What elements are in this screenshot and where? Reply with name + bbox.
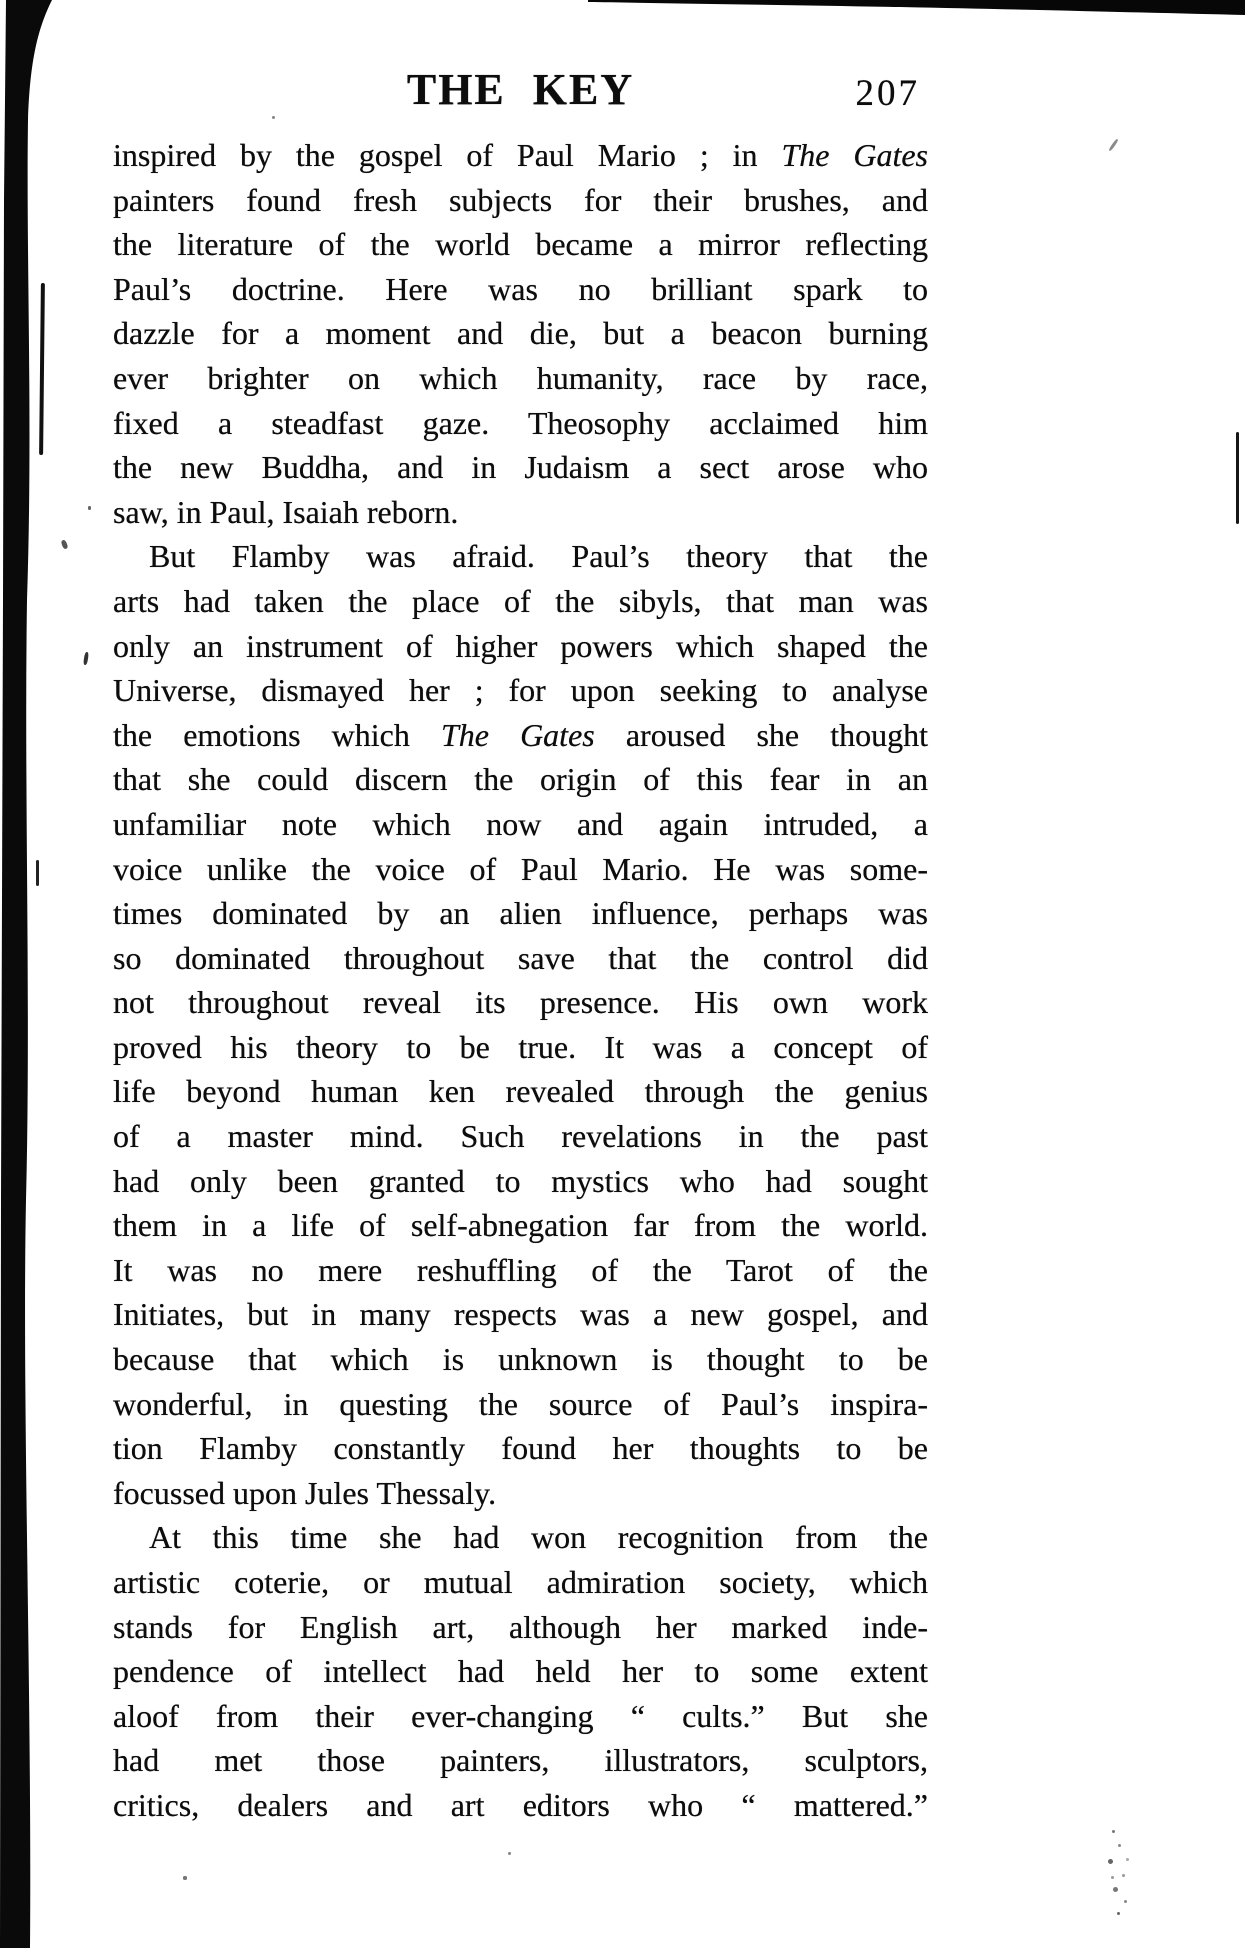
- text-segment: had only been granted to mystics who had sought: [113, 1162, 928, 1199]
- text-line: [113, 445, 928, 490]
- text-segment: times dominated by an alien influence, perhaps was: [113, 895, 928, 932]
- text-segment: aloof from their ever-changing “ cults.” But she: [113, 1697, 928, 1734]
- scan-edge-top: [0, 0, 1245, 20]
- text-line: [113, 311, 928, 356]
- text-segment: wonderful, in questing the source of Paul’s inspira-: [113, 1385, 928, 1422]
- text-line: [113, 713, 928, 758]
- scan-speck: [88, 506, 91, 510]
- text-line: [113, 624, 928, 669]
- text-line: [113, 1159, 928, 1204]
- scan-speck: [183, 1876, 187, 1880]
- page-header: [113, 64, 928, 124]
- scan-speck: [60, 539, 68, 549]
- text-block: [113, 133, 928, 1828]
- text-segment: focussed upon Jules Thessaly.: [113, 1474, 497, 1511]
- text-line: [113, 802, 928, 847]
- text-line: [113, 1025, 928, 1070]
- text-line: [113, 178, 928, 223]
- text-segment: because that which is unknown is thought to be: [113, 1341, 928, 1378]
- book-title-italic: The Gates: [440, 716, 595, 753]
- text-segment: Paul’s doctrine. Here was no brilliant spark to: [113, 270, 928, 307]
- text-segment: artistic coterie, or mutual admiration society, which: [113, 1564, 928, 1600]
- text-line: [113, 936, 928, 981]
- text-line: [113, 579, 928, 624]
- text-line: [113, 267, 928, 312]
- text-segment: dazzle for a moment and die, but a beacon burning: [113, 315, 928, 352]
- text-segment: life beyond human ken revealed through the genius: [113, 1073, 928, 1110]
- text-segment: that she could discern the origin of this fear in an: [113, 761, 928, 798]
- text-segment: them in a life of self-abnegation far from the world.: [113, 1207, 928, 1244]
- text-line: [113, 1382, 928, 1427]
- page-number: 207: [855, 73, 920, 114]
- text-line: [113, 490, 928, 535]
- running-title: THE KEY: [406, 65, 635, 114]
- scan-gutter-shadow: [0, 0, 60, 1948]
- text-segment: At this time she had won recognition from the: [149, 1519, 928, 1556]
- scan-speck: [83, 652, 89, 665]
- text-segment: the literature of the world became a mirror reflecting: [113, 226, 928, 263]
- text-segment: unfamiliar note which now and again intruded, a: [113, 805, 928, 842]
- text-line: [113, 1560, 928, 1605]
- text-segment: ever brighter on which humanity, race by race,: [113, 359, 928, 396]
- text-segment: saw, in Paul, Isaiah reborn.: [113, 493, 459, 530]
- text-line: [113, 1337, 928, 1382]
- text-line: [113, 534, 928, 579]
- text-segment: so dominated throughout save that the control did: [113, 939, 928, 976]
- text-segment: voice unlike the voice of Paul Mario. He was some-: [113, 850, 928, 887]
- text-segment: aroused she thought: [594, 716, 928, 753]
- text-line: [113, 1515, 928, 1560]
- scan-speckle-cluster: [1112, 1830, 1115, 1833]
- book-title-italic: The Gates: [781, 137, 929, 173]
- text-line: [113, 356, 928, 401]
- text-line: [113, 222, 928, 267]
- text-segment: pendence of intellect had held her to some extent: [113, 1653, 928, 1690]
- text-line: [113, 401, 928, 446]
- text-line: [113, 1114, 928, 1159]
- text-line: [113, 1248, 928, 1293]
- text-line: [113, 1203, 928, 1248]
- scan-speck: [1108, 138, 1118, 151]
- text-segment: Universe, dismayed her ; for upon seeking to analyse: [113, 672, 928, 709]
- text-segment: critics, dealers and art editors who “ mattered.”: [113, 1786, 928, 1823]
- text-line: [113, 891, 928, 936]
- text-segment: of a master mind. Such revelations in the past: [113, 1118, 928, 1155]
- text-segment: only an instrument of higher powers which shaped the: [113, 627, 928, 664]
- scan-mark-right: [1236, 432, 1239, 524]
- text-segment: stands for English art, although her marked inde-: [113, 1608, 928, 1645]
- text-line: [113, 133, 928, 178]
- text-line: [113, 847, 928, 892]
- text-segment: the emotions which: [113, 716, 441, 753]
- text-line: [113, 1292, 928, 1337]
- text-line: [113, 1069, 928, 1114]
- text-line: [113, 668, 928, 713]
- scan-speck: [508, 1852, 511, 1855]
- text-segment: had met those painters, illustrators, sculptors,: [113, 1742, 928, 1779]
- text-line: [113, 1649, 928, 1694]
- text-segment: Initiates, but in many respects was a new gospel, and: [113, 1296, 928, 1333]
- text-line: [113, 1426, 928, 1471]
- text-line: [113, 1471, 928, 1516]
- text-segment: proved his theory to be true. It was a concept of: [113, 1028, 928, 1065]
- text-line: [113, 1694, 928, 1739]
- text-segment: inspired by the gospel of Paul Mario ; in: [113, 137, 782, 173]
- text-segment: It was no mere reshuffling of the Tarot of the: [113, 1251, 928, 1288]
- text-line: [113, 1738, 928, 1783]
- text-line: [113, 757, 928, 802]
- text-line: [113, 980, 928, 1025]
- text-line: [113, 1783, 928, 1828]
- text-segment: arts had taken the place of the sibyls, that man was: [113, 582, 928, 619]
- text-segment: painters found fresh subjects for their brushes, and: [113, 181, 928, 218]
- text-segment: fixed a steadfast gaze. Theosophy acclaimed him: [113, 404, 928, 441]
- text-segment: the new Buddha, and in Judaism a sect arose who: [113, 449, 928, 486]
- text-line: [113, 1605, 928, 1650]
- text-segment: not throughout reveal its presence. His own work: [113, 984, 928, 1021]
- text-segment: But Flamby was afraid. Paul’s theory that the: [149, 538, 928, 575]
- text-segment: tion Flamby constantly found her thoughts to be: [113, 1430, 928, 1467]
